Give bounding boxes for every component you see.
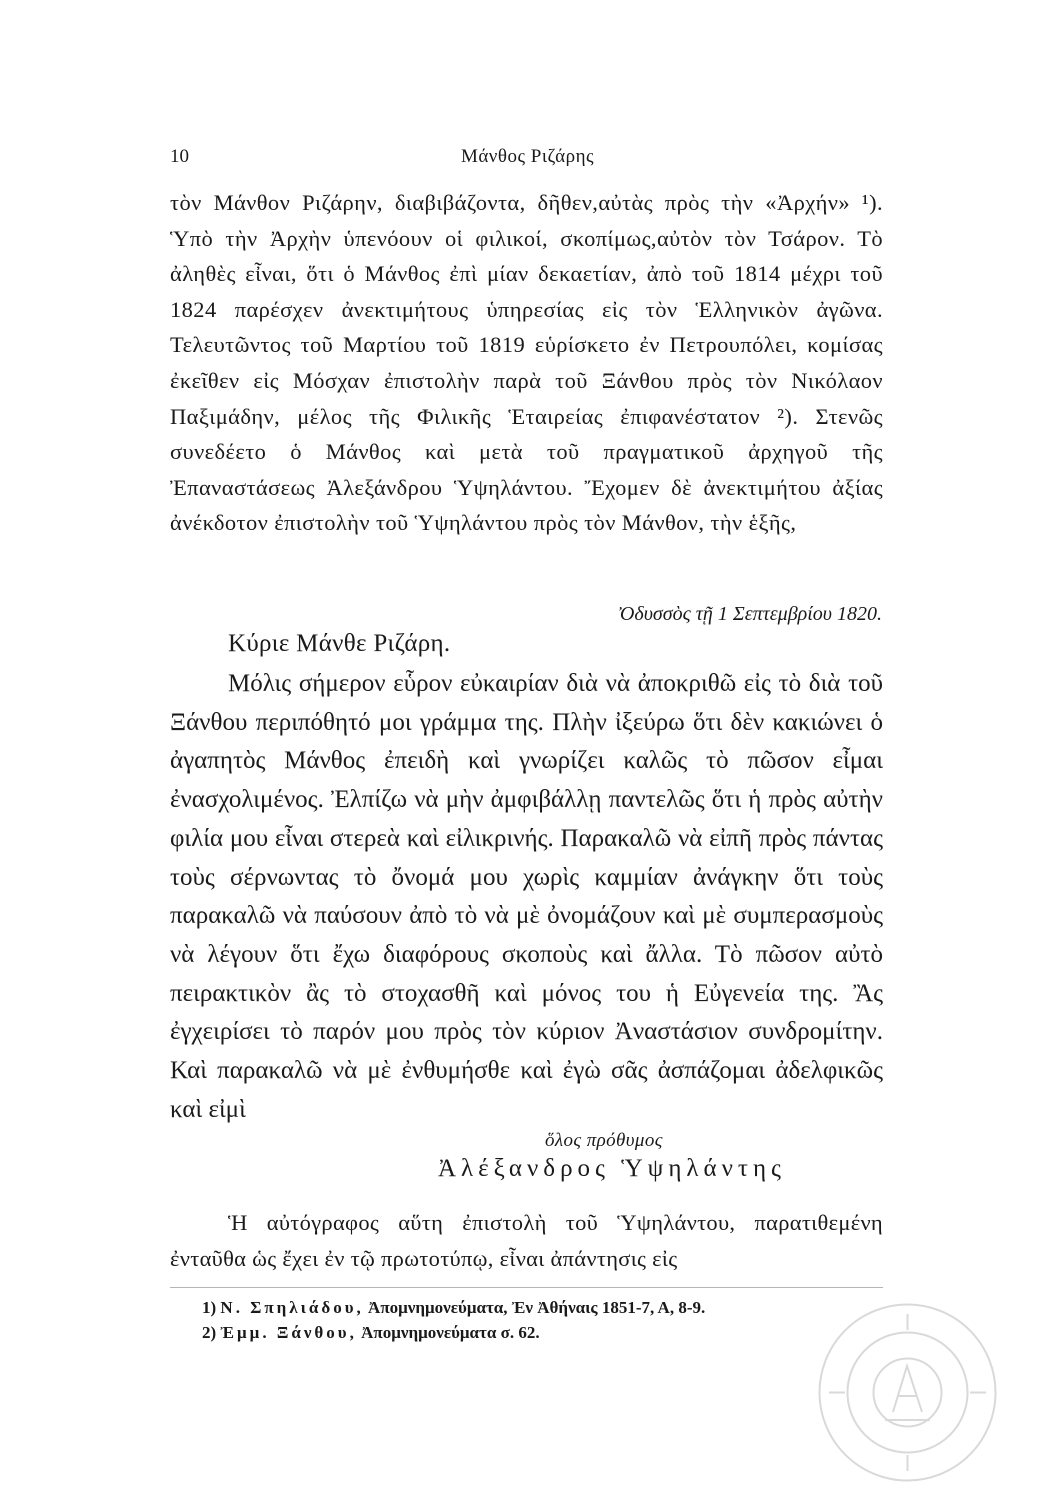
intro-paragraph [170,185,883,541]
footnote-reference: Ἀπομνημονεύματα, Ἐν Ἀθήναις 1851-7, Α, 8-9. [368,1298,706,1317]
page-number: 10 [170,146,189,167]
library-seal-watermark [815,1300,1000,1485]
letter-closing: ὅλος πρόθυμος [545,1130,663,1151]
footnote-author: Ν. Σπηλιάδου, [220,1298,364,1317]
letter-body [170,665,883,1129]
footnote-marker: 2) [202,1323,217,1342]
footnote-marker: 1) [202,1298,217,1317]
letter-body-text: Μόλις σήμερον εὗρον εὐκαιρίαν διὰ νὰ ἀποκριθῶ εἰς τὸ διὰ τοῦ Ξάνθου περιπόθητό μοι γράμμα της. Πλὴν ἰξεύρω ὅτι δὲν κακιώνει ὁ ἀγαπητὸς Μάνθος ἐπειδὴ καὶ γνωρίζει καλῶς τὸ πῶσον εἶμαι ἐνασχολιμένος. Ἐλπίζω νὰ μὴν ἀμφιβάλλῃ παντελῶς ὅτι ἡ πρὸς αὐτὴν φιλία μου εἶναι στερεὰ καὶ εἰλικρινής. Παρακαλῶ νὰ εἰπῆ πρὸς πάντας τοὺς σέρνωντας τὸ ὄνομά μου χωρὶς καμμίαν ἀνάγκην ὅτι τοὺς παρακαλῶ νὰ παύσουν ἀπὸ τὸ νὰ μὲ ὀνομάζουν καὶ μὲ συμπερασμοὺς νὰ λέγουν ὅτι ἔχω διαφόρους σκοποὺς καὶ ἄλλα. Τὸ πῶσον αὐτὸ πειρακτικὸν ἂς τὸ στοχασθῆ καὶ μόνος του ἡ Εὐγενεία της. Ἂς ἐγχειρίσει τὸ παρόν μου πρὸς τὸν κύριον Ἀναστάσιον συνδρομίτην. Καὶ παρακαλῶ νὰ μὲ ἐνθυμήσθε καὶ ἐγὼ σᾶς ἀσπάζομαι ἀδελφικῶς καὶ εἰμὶ [170,670,883,1123]
seal-emblem-figure [885,1366,930,1420]
intro-text: τὸν Μάνθον Ριζάρην, διαβιβάζοντα, δῆθεν,αὐτὰς πρὸς τὴν «Ἀρχήν» ¹). Ὑπὸ τὴν Ἀρχὴν ὑπενόουν οἱ φιλικοί, σκοπίμως,αὐτὸν τὸν Τσάρον. Τὸ ἀληθὲς εἶναι, ὅτι ὁ Μάνθος ἐπὶ μίαν δεκαετίαν, ἀπὸ τοῦ 1814 μέχρι τοῦ 1824 παρέσχεν ἀνεκτιμήτους ὑπηρεσίας εἰς τὸν Ἑλληνικὸν ἀγῶνα. Τελευτῶντος τοῦ Μαρτίου τοῦ 1819 εὑρίσκετο ἐν Πετρουπόλει, κομίσας ἐκεῖθεν εἰς Μόσχαν ἐπιστολὴν παρὰ τοῦ Ξάνθου πρὸς τὸν Νικόλαον Παξιμάδην, μέλος τῆς Φιλικῆς Ἑταιρείας ἐπιφανέστατον ²). Στενῶς συνεδέετο ὁ Μάνθος καὶ μετὰ τοῦ πραγματικοῦ ἀρχηγοῦ τῆς Ἐπαναστάσεως Ἀλεξάνδρου Ὑψηλάντου. Ἔχομεν δὲ ἀνεκτιμήτου ἀξίας ἀνέκδοτον ἐπιστολὴν τοῦ Ὑψηλάντου πρὸς τὸν Μάνθον, τὴν ἑξῆς, [170,190,883,536]
footnote-2 [202,1320,902,1345]
footnote-1 [202,1295,902,1320]
commentary-text: Ἡ αὐτόγραφος αὕτη ἐπιστολὴ τοῦ Ὑψηλάντου, παρατιθεμένη ἐνταῦθα ὡς ἔχει ἐν τῷ πρωτοτύπῳ, εἶναι ἀπάντησις εἰς [170,1210,883,1271]
running-head: Μάνθος Ριζάρης [460,146,595,167]
footnotes [202,1295,902,1345]
seal-outer-ring [820,1305,996,1481]
footnote-author: Ἐμμ. Ξάνθου, [220,1323,357,1342]
seal-rays [829,1314,986,1471]
footnote-reference: Ἀπομνημονεύματα σ. 62. [361,1323,540,1342]
page-header [170,146,885,172]
letter-salutation: Κύριε Μάνθε Ριζάρη. [228,630,451,657]
footnote-divider [170,1287,883,1288]
commentary-paragraph [170,1205,883,1277]
letter-dateline: Ὀδυσσὸς τῇ 1 Σεπτεμβρίου 1820. [618,603,882,625]
letter-signature: Ἀλέξανδρος Ὑψηλάντης [438,1155,786,1182]
seal-inner-ring [848,1333,968,1453]
